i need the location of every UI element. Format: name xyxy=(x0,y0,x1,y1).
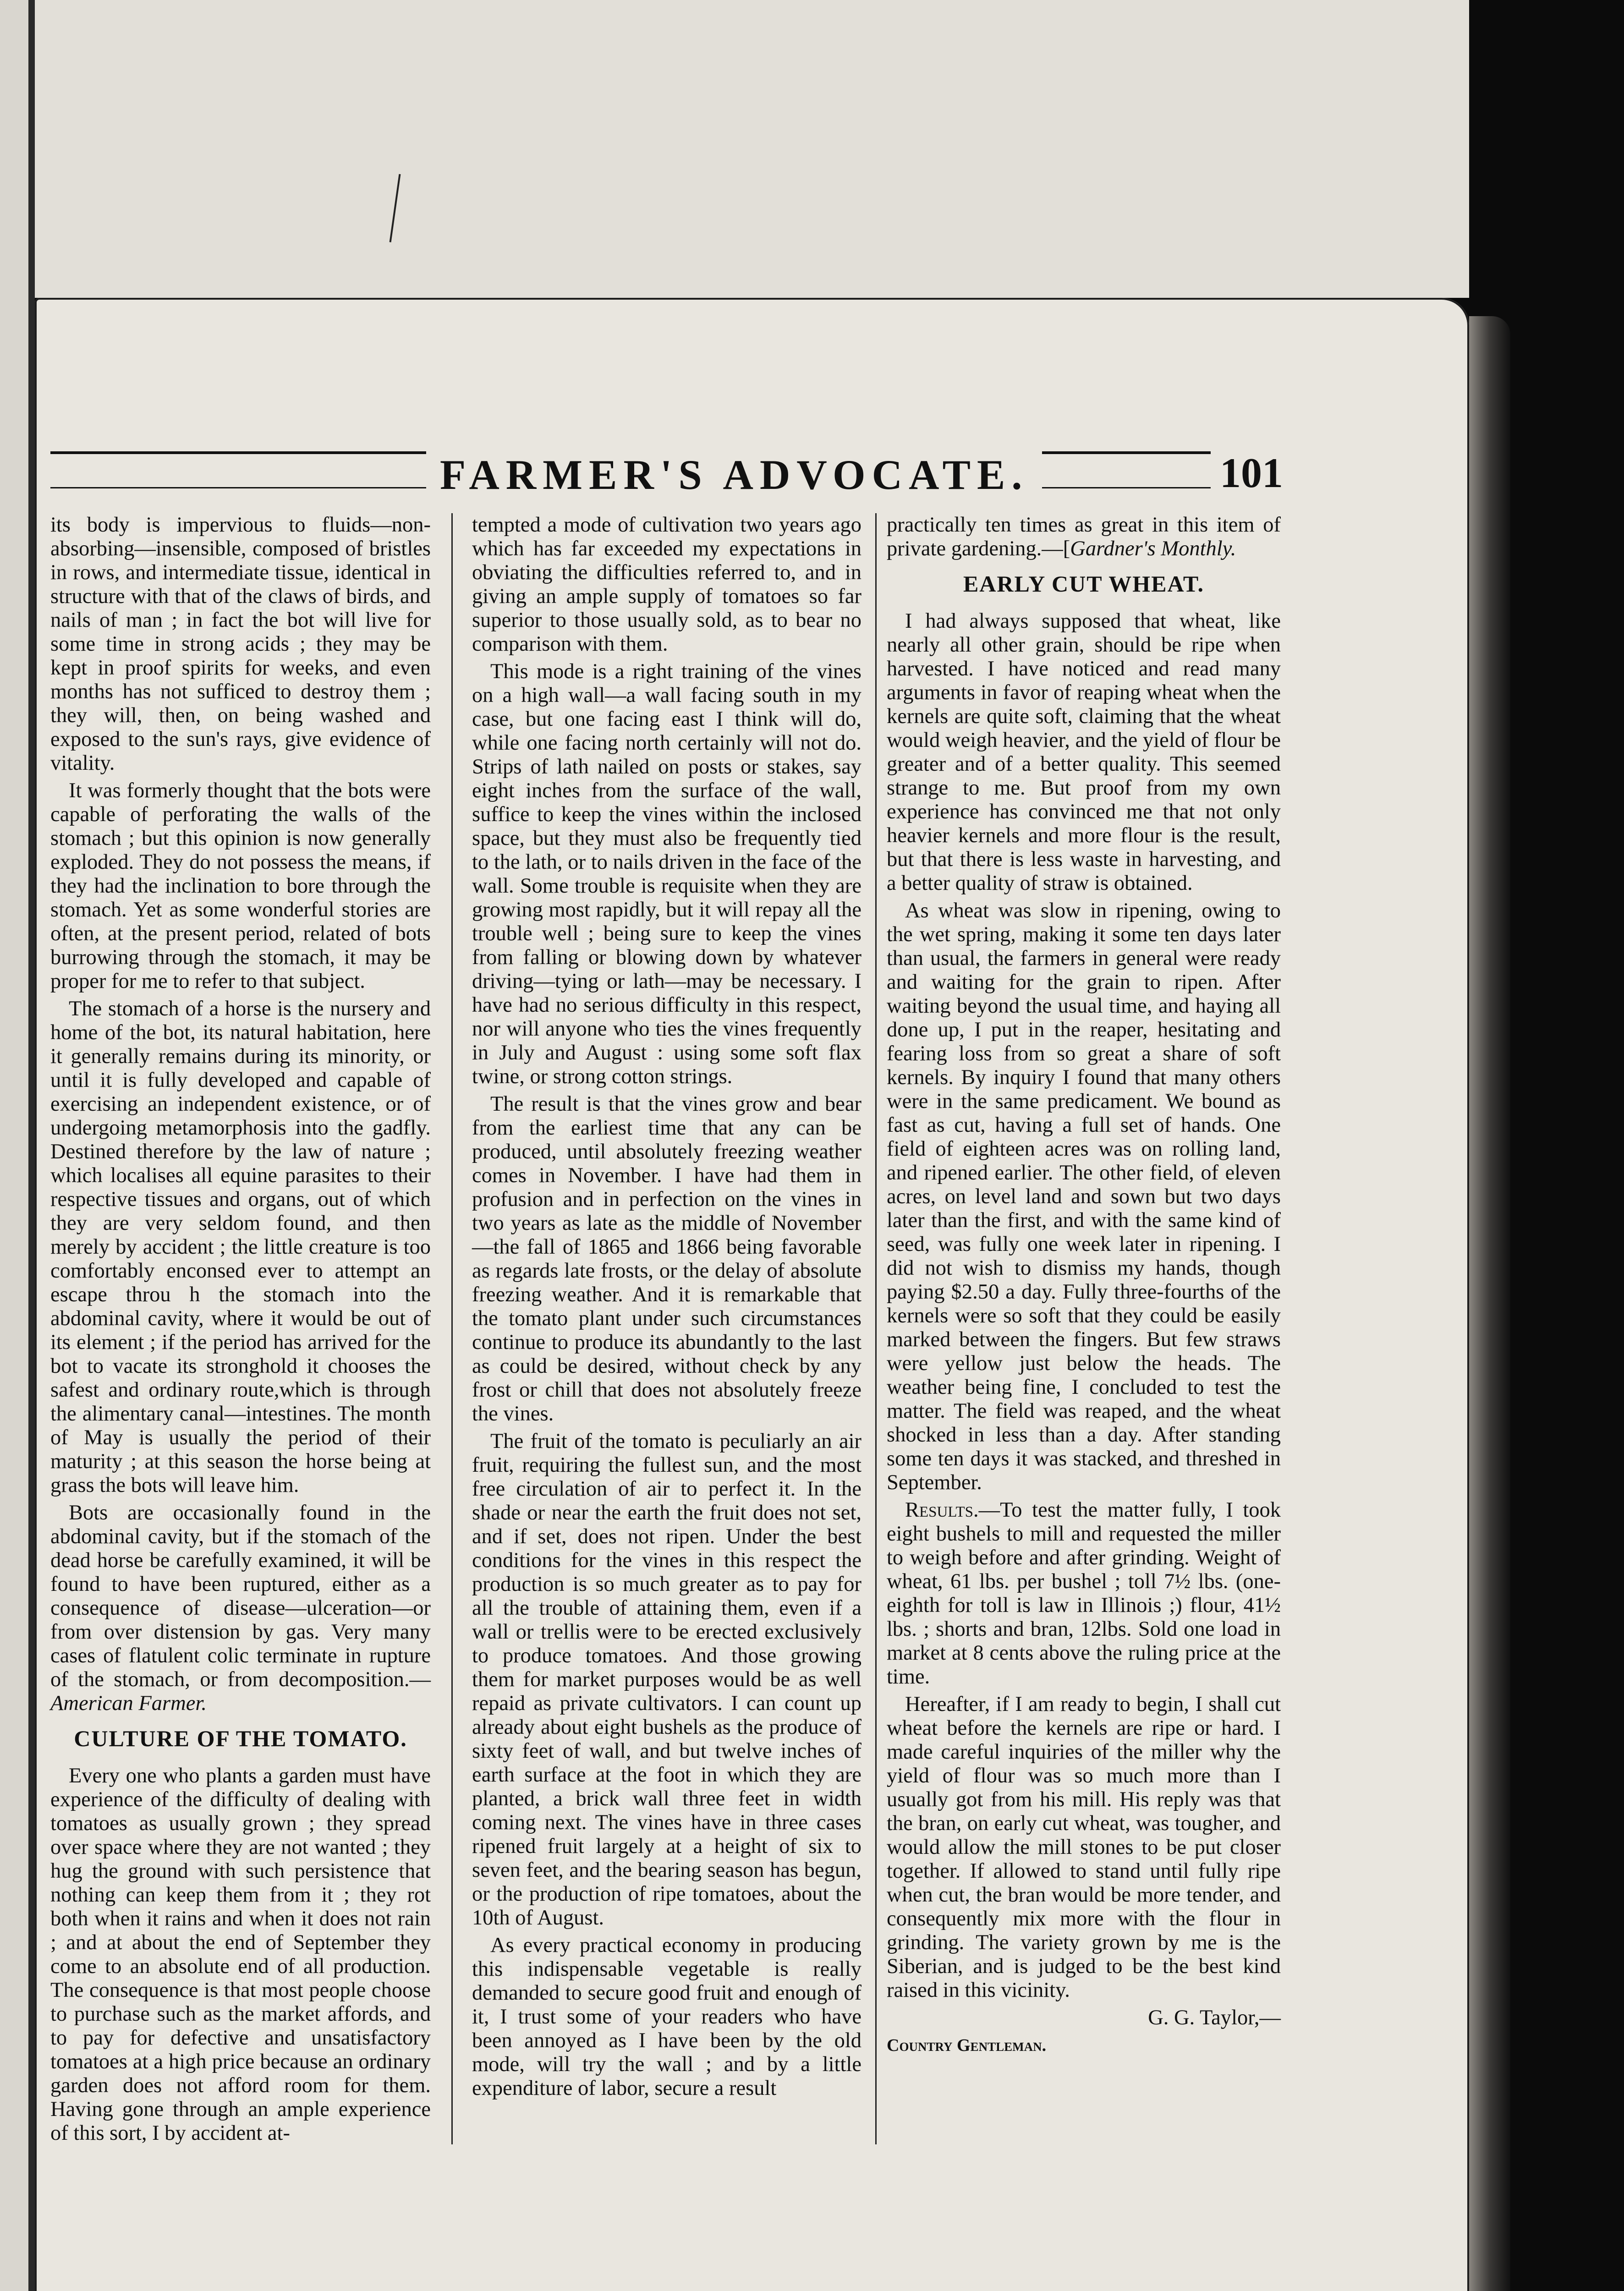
column-3 xyxy=(887,513,1281,2144)
heading-culture-of-tomato: CULTURE OF THE TOMATO. xyxy=(74,1726,407,1751)
column-rule-2 xyxy=(875,513,877,2144)
results-text: —To test the matter fully, I took eight bushels to mill and requested the miller to weigh before and after grinding. Weight of wheat, 61 lbs. per bushel ; toll 7½ lbs. (one-eighth for toll is law in Illinois ;) flour, 41½ lbs. ; shorts and bran, 12lbs. Sold one load in market at 8 cents above the ruling price at the time. xyxy=(887,1498,1281,1688)
column-1 xyxy=(50,513,431,2144)
wheat-paragraph-3 xyxy=(887,1498,1281,1689)
tomato-paragraph-1: Every one who plants a garden must have experience of the difficulty of dealing with tomatoes as usually grown ; they spread over space where they are not wanted ; they hug the ground with such persistence that nothing can keep them from it ; they rot both when it rains and when it does not rain ; and at about the end of September they come to an absolute end of all production. The consequence is that most people choose to purchase such as the market affords, and to pay for defective and unsatisfactory tomatoes at a high price because an ordinary garden does not afford room for them. Having gone through an ample experience of this sort, I by accident at- xyxy=(50,1764,431,2145)
tomato-paragraph-5: The fruit of the tomato is peculiarly an air fruit, requiring the fullest sun, and the most free circulation of air to perfect it. In the shade or near the earth the fruit does not set, and if set, does not ripen. Under the best conditions for the vines in this respect the production is so much greater as to pay for all the trouble of attaining them, even if a wall or trellis were to be erected exclusively to produce tomatoes. And those growing them for market purposes would be as well repaid as private cultivators. I can count up already about eight bushels as the produce of sixty feet of wall, and but twelve inches of earth surface at the foot in which they are planted, a brick wall three feet in width coming next. The vines have in three cases ripened fruit largely at a height of six to seven feet, and the bearing season has begun, or the production of ripe tomatoes, about the 10th of August. xyxy=(472,1430,861,1929)
binding-gutter xyxy=(28,0,35,2291)
tomato-paragraph-7 xyxy=(887,513,1281,561)
wheat-paragraph-4: Hereafter, if I am ready to begin, I shall cut wheat before the kernels are ripe or hard. I made careful inquiries of the miller why the yield of flour was so much more than I usually got from his mill. His reply was that the bran, on early cut wheat, was tougher, and would allow the mill stones to be put closer together. If allowed to stand until fully ripe when cut, the bran would be more tender, and consequently mix more with the flour in grinding. The variety grown by me is the Siberian, and is judged to be the best kind raised in this vicinity. xyxy=(887,1693,1281,2002)
tomato-paragraph-2: tempted a mode of cultivation two years ago which has far exceeded my expectations in obviating the difficulties referred to, and in giving an ample supply of tomatoes so far superior to those usually sold, as to bear no comparison with them. xyxy=(472,513,861,656)
tomato-paragraph-7-text: practically ten times as great in this item of private gardening.—[ xyxy=(887,513,1281,560)
scan-background xyxy=(35,0,1469,298)
column-rule-1 xyxy=(451,513,453,2144)
masthead-title: FARMER'S ADVOCATE. xyxy=(426,450,1042,499)
heading-early-cut-wheat: EARLY CUT WHEAT. xyxy=(963,571,1205,597)
author-signature: G. G. Taylor,— xyxy=(1148,2006,1281,2029)
bots-paragraph-4 xyxy=(50,1501,431,1716)
bots-paragraph-2: It was formerly thought that the bots were capable of perforating the walls of the stomach ; but this opinion is now generally exploded. They do not possess the means, if they had the inclination to bore through the stomach. Yet as some wonderful stories are often, at the present period, related of bots burrowing through the stomach, it may be proper for me to refer to that subject. xyxy=(50,779,431,993)
masthead xyxy=(50,447,1283,497)
source-american-farmer: American Farmer. xyxy=(50,1692,207,1715)
source-gardners-monthly: Gardner's Monthly. xyxy=(1070,537,1236,560)
source-country-gentleman: Country Gentleman. xyxy=(887,2036,1047,2055)
column-2 xyxy=(472,513,861,2144)
page-number: 101 xyxy=(1211,449,1292,497)
bots-paragraph-3: The stomach of a horse is the nursery and home of the bot, its natural habitation, here it generally remains during its minority, or until it is fully developed and capable of exercising an independent existence, or of undergoing metamorphosis into the gadfly. Destined therefore by the law of nature ; which localises all equine parasites to their respective tissues and organs, out of which they are very seldom found, and then merely by accident ; the little creature is too comfortably enconsed ever to attempt an escape throu h the stomach into the abdominal cavity, where it would be out of its element ; if the period has arrived for the bot to vacate its stronghold it chooses the safest and ordinary route,which is through the alimentary canal—intestines. The month of May is usually the period of their maturity ; at this season the horse being at grass the bots will leave him. xyxy=(50,997,431,1497)
bots-paragraph-1: its body is impervious to fluids—non-absorbing—insensible, composed of bristles in rows, and intermediate tissue, identical in structure with that of the claws of birds, and nails of man ; in fact the bot will live for some time in strong acids ; they may be kept in proof spirits for weeks, and even months has not sufficed to destroy them ; they will, then, on being washed and exposed to the sun's rays, give evidence of vitality. xyxy=(50,513,431,775)
results-lead: Results. xyxy=(905,1498,979,1522)
tomato-paragraph-6: As every practical economy in producing this indispensable vegetable is really demanded to secure good fruit and enough of it, I trust some of your readers who have been annoyed as I have been by the old mode, will try the wall ; and by a little expenditure of labor, secure a result xyxy=(472,1934,861,2100)
wheat-paragraph-2: As wheat was slow in ripening, owing to the wet spring, making it some ten days later than usual, the farmers in general were ready and waiting for the grain to ripen. After waiting beyond the usual time, and haying all done up, I put in the reaper, hesitating and fearing loss from so great a share of soft kernels. By inquiry I found that many others were in the same predicament. We bound as fast as cut, having a full set of hands. One field of eighteen acres was on rolling land, and ripened earlier. The other field, of eleven acres, on level land and sown but two days later than the first, and with the same kind of seed, was fully one week later in ripening. I did not wish to dismiss my hands, though paying $2.50 a day. Fully three-fourths of the kernels were so soft that they could be easily marked between the fingers. But few straws were yellow just below the heads. The weather being fine, I concluded to test the matter. The field was reaped, and the wheat shocked in less than a day. After standing some ten days it was stacked, and threshed in September. xyxy=(887,899,1281,1494)
tomato-paragraph-4: The result is that the vines grow and bear from the earliest time that any can be produced, until absolutely freezing weather comes in November. I have had them in profusion and in perfection on the vines in two years as late as the middle of November—the fall of 1865 and 1866 being favorable as regards late frosts, or the delay of absolute freezing weather. And it is remarkable that the tomato plant under such circumstances continue to produce its abundantly to the last as could be desired, without check by any frost or chill that does not absolutely freeze the vines. xyxy=(472,1092,861,1425)
wheat-paragraph-1: I had always supposed that wheat, like nearly all other grain, should be ripe when harvested. I have noticed and read many arguments in favor of reaping wheat when the kernels are quite soft, claiming that the wheat would weigh heavier, and the yield of flour be greater and of a better quality. This seemed strange to me. But proof from my own experience has convinced me that not only heavier kernels and more flour is the result, but that there is less waste in harvesting, and a better quality of straw is obtained. xyxy=(887,609,1281,895)
bots-paragraph-4-text: Bots are occasionally found in the abdominal cavity, but if the stomach of the dead horse be carefully examined, it will be found to have been ruptured, either as a consequence of disease—ulceration—or from over distension by gas. Very many cases of flatulent colic terminate in rupture of the stomach, or from decomposition.— xyxy=(50,1501,431,1691)
previous-page-edge xyxy=(0,0,28,2291)
tomato-paragraph-3: This mode is a right training of the vines on a high wall—a wall facing south in my case, but one facing east I think will do, while one facing north certainly will not do. Strips of lath nailed on posts or stakes, say eight inches from the surface of the wall, suffice to keep the vines within the inclosed space, but they must also be frequently tied to the lath, or to nails driven in the face of the wall. Some trouble is requisite when they are growing most rapidly, but it will repay all the trouble well ; being sure to keep the vines from falling or blowing down by whatever driving—tying or lath—may be necessary. I have had no serious difficulty in this respect, nor will anyone who ties the vines frequently in July and August : using some soft flax twine, or strong cotton strings. xyxy=(472,660,861,1088)
page-edge-shadow xyxy=(1469,316,1510,2291)
